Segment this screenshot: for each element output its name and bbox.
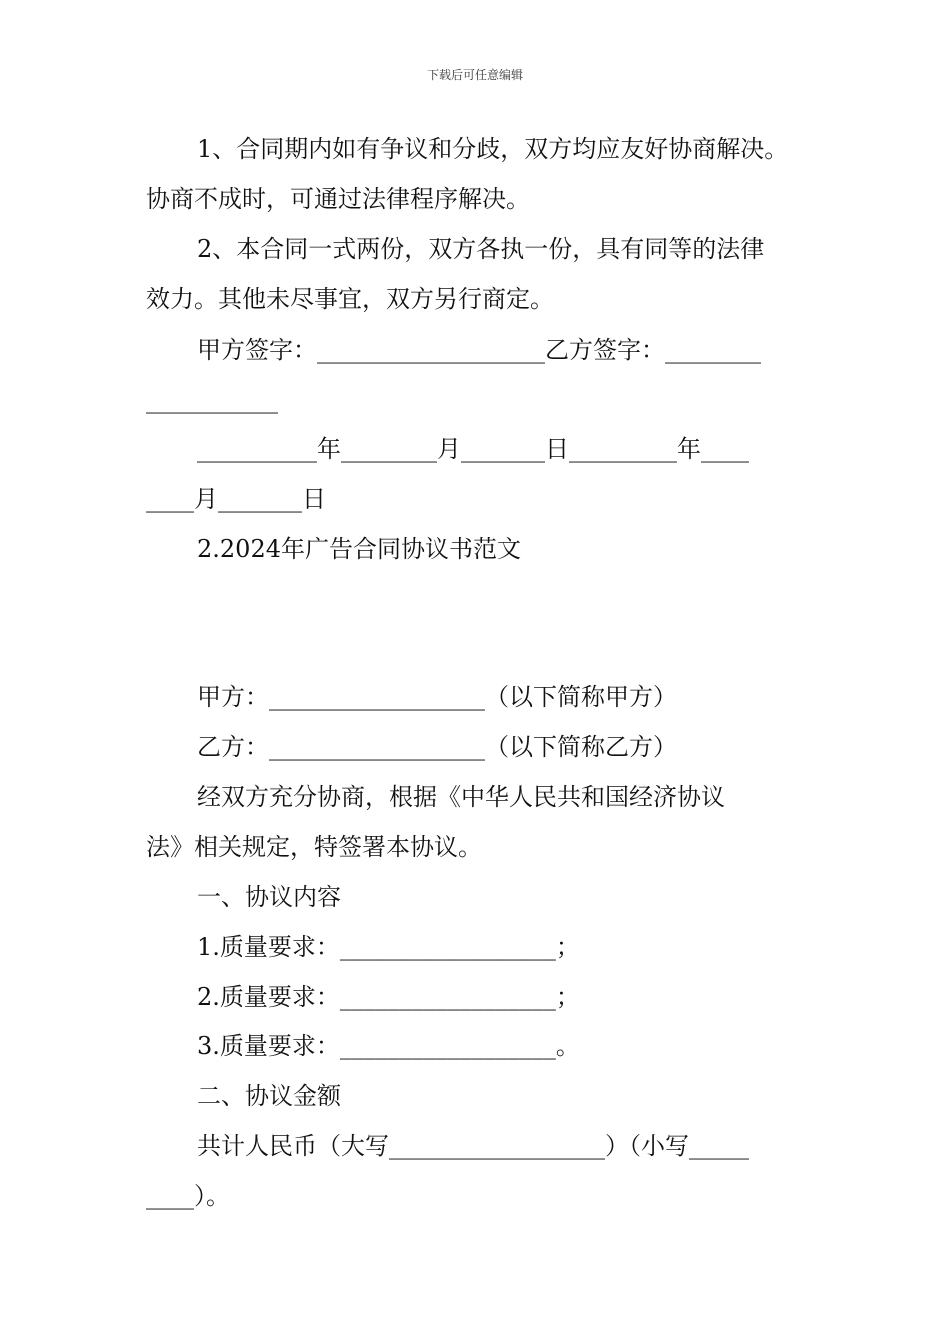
clause-2-line-2: 效力。其他未尽事宜，双方另行商定。 bbox=[146, 285, 554, 313]
document-title: 2.2024年广告合同协议书范文 bbox=[197, 535, 521, 563]
preamble-line-2: 法》相关规定，特签署本协议。 bbox=[146, 833, 482, 861]
preamble-line-1: 经双方充分协商，根据《中华人民共和国经济协议 bbox=[197, 783, 725, 811]
signature-line: 甲方签字：___________________乙方签字：________ bbox=[197, 336, 761, 364]
clause-1-line-2: 协商不成时，可通过法律程序解决。 bbox=[146, 185, 530, 213]
party-b-line: 乙方：__________________（以下简称乙方） bbox=[197, 733, 677, 761]
date-line: __________年________月_______日_________年____ bbox=[197, 435, 749, 463]
date-line-continued: ____月_______日 bbox=[146, 485, 326, 513]
page-header: 下载后可任意编辑 bbox=[426, 68, 523, 82]
clause-1-line-1: 1、合同期内如有争议和分歧，双方均应友好协商解决。 bbox=[197, 135, 789, 163]
quality-requirement-1: 1.质量要求：__________________； bbox=[197, 933, 580, 961]
clause-2-line-1: 2、本合同一式两份，双方各执一份，具有同等的法律 bbox=[197, 235, 765, 263]
section-1-heading: 一、协议内容 bbox=[197, 883, 341, 911]
section-2-heading: 二、协议金额 bbox=[197, 1082, 341, 1110]
quality-requirement-3: 3.质量要求：__________________。 bbox=[197, 1032, 580, 1060]
quality-requirement-2: 2.质量要求：__________________； bbox=[197, 983, 580, 1011]
amount-line: 共计人民币（大写__________________）（小写_____ bbox=[197, 1132, 749, 1160]
party-a-line: 甲方：__________________（以下简称甲方） bbox=[197, 683, 677, 711]
signature-line-continued: ___________ bbox=[146, 386, 278, 414]
amount-line-continued: ____）。 bbox=[146, 1182, 230, 1210]
